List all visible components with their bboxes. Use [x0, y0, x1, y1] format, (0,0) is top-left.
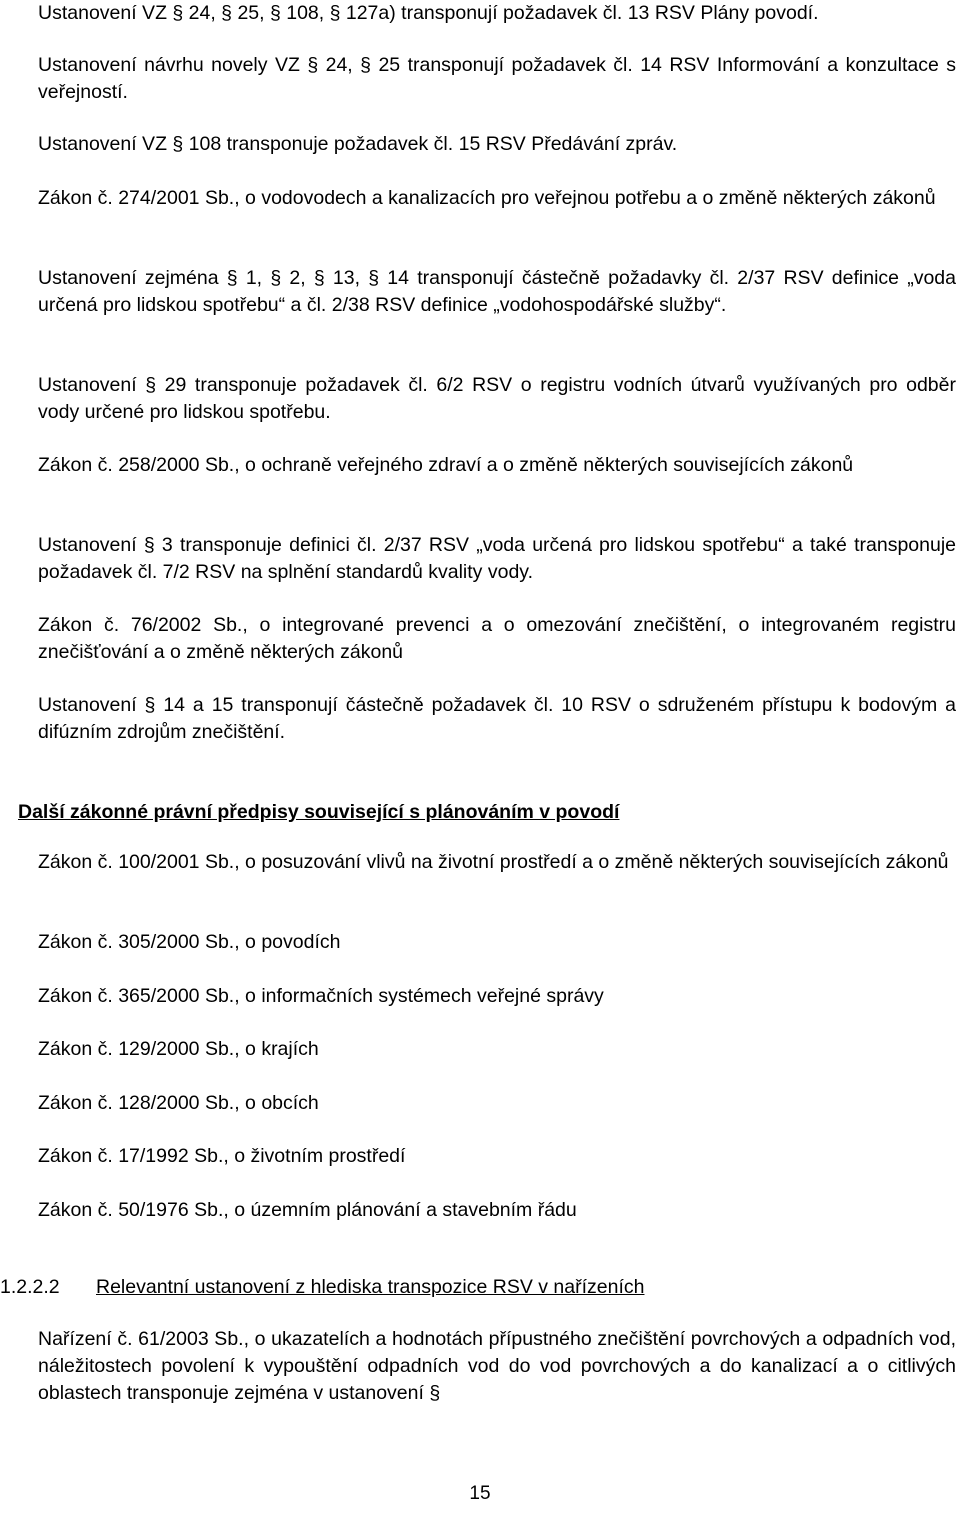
law-item: Zákon č. 17/1992 Sb., o životním prostředí	[38, 1145, 406, 1167]
paragraph-provision-3: Ustanovení § 3 transponuje definici čl. 2/37 RSV „voda určená pro lidskou spotřebu“ a také transponuje požadavek čl. 7/2 RSV na splnění standardů kvality vody.	[38, 534, 956, 583]
law-item: Zákon č. 50/1976 Sb., o územním plánování a stavebním řádu	[38, 1199, 577, 1221]
paragraph-vz-15: Ustanovení VZ § 108 transponuje požadavek čl. 15 RSV Předávání zpráv.	[38, 133, 678, 155]
law-item: Zákon č. 365/2000 Sb., o informačních systémech veřejné správy	[38, 985, 604, 1007]
paragraph-law-76: Zákon č. 76/2002 Sb., o integrované prevenci a o omezování znečištění, o integrovaném registru znečišťování a o změně některých zákonů	[38, 614, 956, 663]
law-item: Zákon č. 128/2000 Sb., o obcích	[38, 1092, 319, 1114]
paragraph-provision-29: Ustanovení § 29 transponuje požadavek čl. 6/2 RSV o registru vodních útvarů využívaných pro odběr vody určené pro lidskou spotřebu.	[38, 374, 956, 423]
paragraph-law-274: Zákon č. 274/2001 Sb., o vodovodech a kanalizacích pro veřejnou potřebu a o změně některých zákonů	[38, 187, 936, 209]
page-number: 15	[469, 1483, 491, 1504]
section-heading: Další zákonné právní předpisy související s plánováním v povodí	[18, 801, 620, 823]
paragraph-regulation-61: Nařízení č. 61/2003 Sb., o ukazatelích a hodnotách přípustného znečištění povrchových a odpadních vod, náležitostech povolení k vypouštění odpadních vod do vod povrchových a do kanalizací a o citlivých oblastech transponuje zejména v ustanovení §	[38, 1328, 956, 1404]
paragraph-vz-14: Ustanovení návrhu novely VZ § 24, § 25 transponují požadavek čl. 14 RSV Informování a konzultace s veřejností.	[38, 54, 956, 103]
law-item: Zákon č. 129/2000 Sb., o krajích	[38, 1038, 319, 1060]
paragraph-law-258: Zákon č. 258/2000 Sb., o ochraně veřejného zdraví a o změně některých souvisejících zákonů	[38, 454, 854, 476]
law-item: Zákon č. 100/2001 Sb., o posuzování vlivů na životní prostředí a o změně některých souvisejících zákonů	[38, 851, 949, 873]
paragraph-provisions-274: Ustanovení zejména § 1, § 2, § 13, § 14 transponují částečně požadavky čl. 2/37 RSV definice „voda určená pro lidskou spotřebu“ a čl. 2/38 RSV definice „vodohospodářské služby“.	[38, 267, 956, 316]
subsection-title: Relevantní ustanovení z hlediska transpozice RSV v nařízeních	[96, 1276, 645, 1298]
paragraph-vz-13: Ustanovení VZ § 24, § 25, § 108, § 127a) transponují požadavek čl. 13 RSV Plány povodí.	[38, 2, 819, 24]
subsection-number: 1.2.2.2	[0, 1276, 60, 1298]
paragraph-provisions-14-15: Ustanovení § 14 a 15 transponují částečně požadavek čl. 10 RSV o sdruženém přístupu k bodovým a difúzním zdrojům znečištění.	[38, 694, 956, 743]
law-item: Zákon č. 305/2000 Sb., o povodích	[38, 931, 341, 953]
